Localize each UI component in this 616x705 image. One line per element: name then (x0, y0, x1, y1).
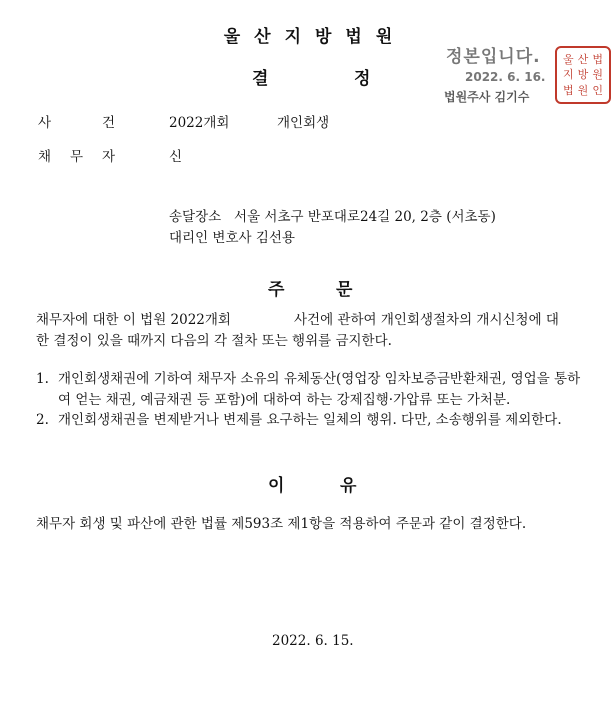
order-intro-a: 채무자에 대한 이 법원 2022개회 (36, 312, 231, 328)
order-item-text: 개인회생채권에 기하여 채무자 소유의 유체동산(영업장 임차보증금반환채권, 영업을 통하여 얻는 채권, 예금채권 등 포함)에 대하여 하는 강제집행·가압류 또는 가처분. (58, 371, 581, 408)
order-item-2 (36, 410, 584, 431)
order-item-number: 2. (36, 412, 49, 428)
order-intro-line2: 한 결정이 있을 때까지 다음의 각 절차 또는 행위를 금지한다. (36, 333, 392, 349)
certified-copy-text: 정본입니다. (446, 47, 541, 67)
title-char-2: 정 (354, 69, 371, 89)
reason-text: 채무자 회생 및 파산에 관한 법률 제593조 제1항을 적용하여 주문과 같이 결정한다. (36, 516, 527, 532)
agent: 대리인 변호사 김선용 (169, 230, 295, 246)
case-number: 2022개회 (169, 115, 230, 131)
order-item-1 (36, 369, 584, 411)
seal-char: 산 (577, 53, 589, 66)
seal-char: 지 (563, 68, 574, 82)
seal-char: 방 (577, 68, 589, 82)
order-item-number: 1. (36, 371, 49, 387)
certification-date: 2022. 6. 16. (465, 70, 546, 84)
seal-char: 울 (563, 53, 574, 66)
seal-char: 원 (577, 83, 589, 97)
service-label: 송달장소 (169, 209, 222, 225)
court-name: 울산지방법원 (223, 27, 407, 47)
seal-char: 법 (592, 53, 603, 66)
service-address (169, 205, 496, 225)
order-intro-b: 사건에 관하여 개인회생절차의 개시신청에 대 (294, 312, 559, 328)
court-seal (555, 46, 611, 104)
clerk-name: 법원주사 김기수 (444, 90, 530, 104)
seal-char: 법 (563, 83, 574, 97)
debtor-name: 신 (169, 149, 183, 165)
order-item-text: 개인회생채권을 변제받거나 변제를 요구하는 일체의 행위. 다만, 소송행위를 제외한다. (58, 412, 562, 428)
service-address-value: 서울 서초구 반포대로24길 20, 2층 (서초동) (234, 209, 496, 225)
seal-char: 원 (592, 68, 603, 82)
decision-date: 2022. 6. 15. (272, 633, 354, 649)
case-name: 개인회생 (277, 115, 330, 131)
seal-char: 인 (592, 83, 603, 97)
title-char-1: 결 (252, 69, 269, 89)
